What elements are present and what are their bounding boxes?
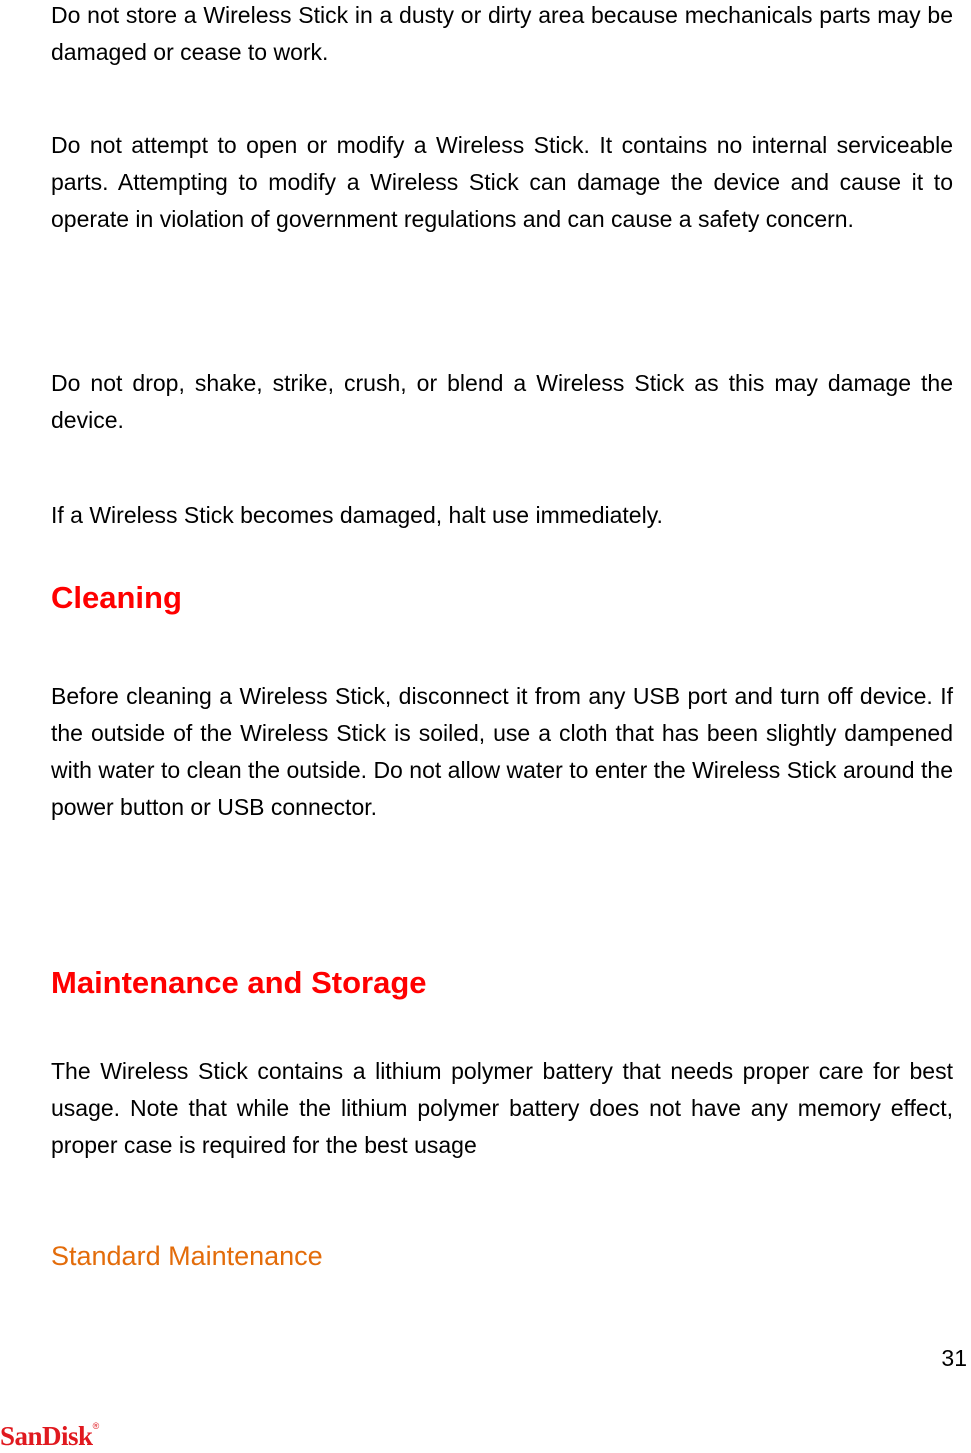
- sandisk-logo: [0, 1421, 120, 1453]
- registered-mark: ®: [92, 1421, 100, 1431]
- page-number: 31: [941, 1345, 967, 1371]
- paragraph-damage-halt: If a Wireless Stick becomes damaged, halt use immediately.: [51, 502, 663, 528]
- heading-maintenance-storage: Maintenance and Storage: [51, 965, 427, 1000]
- heading-cleaning: Cleaning: [51, 580, 182, 615]
- paragraph-cleaning: Before cleaning a Wireless Stick, disconnect it from any USB port and turn off device. If the outside of the Wireless Stick is soiled, use a cloth that has been slightly dampened with water to clean the outside. Do not allow water to enter the Wireless Stick around the power button or USB connector.: [51, 683, 953, 820]
- paragraph-modify-warning: Do not attempt to open or modify a Wireless Stick. It contains no internal serviceable parts. Attempting to modify a Wireless Stick can damage the device and cause it to operate in violation of government regulations and can cause a safety concern.: [51, 132, 953, 232]
- subheading-standard-maintenance: Standard Maintenance: [51, 1241, 323, 1271]
- paragraph-drop-warning: Do not drop, shake, strike, crush, or blend a Wireless Stick as this may damage the device.: [51, 370, 953, 433]
- paragraph-dust-warning: Do not store a Wireless Stick in a dusty or dirty area because mechanicals parts may be damaged or cease to work.: [51, 2, 953, 65]
- logo-wordmark: SanDisk: [0, 1421, 93, 1451]
- paragraph-battery: The Wireless Stick contains a lithium polymer battery that needs proper care for best usage. Note that while the lithium polymer battery does not have any memory effect, proper case is required for the best usage: [51, 1058, 953, 1158]
